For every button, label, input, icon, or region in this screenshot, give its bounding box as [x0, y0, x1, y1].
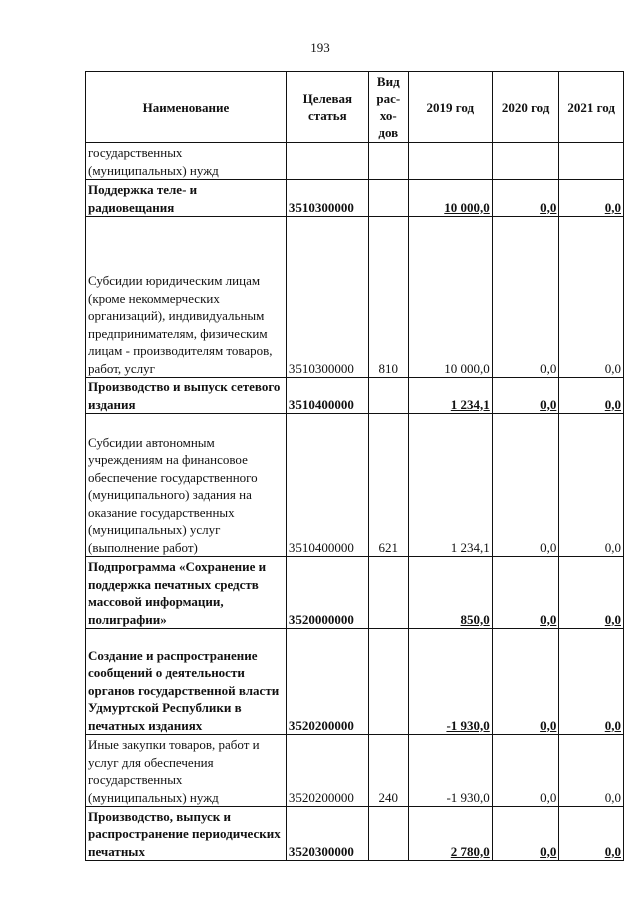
- page-number: 193: [310, 40, 330, 55]
- row-2021: 0,0: [559, 180, 624, 217]
- row-2021: 0,0: [559, 378, 624, 414]
- row-2020: 0,0: [492, 180, 559, 217]
- budget-table: [85, 71, 624, 861]
- row-name: Поддержка теле- и радиовещания: [86, 180, 287, 217]
- table-row: [86, 557, 624, 629]
- header-2019: 2019 год: [408, 72, 492, 143]
- row-expense-type: [368, 143, 408, 180]
- row-name: Подпрограмма «Сохранение и поддержка печатных средств массовой информации, полиграфии»: [86, 557, 287, 629]
- row-2021: 0,0: [559, 629, 624, 735]
- row-name: Субсидии автономным учреждениям на финансовое обеспечение государственного (муниципального) задания на оказание государственных (муниципальных) услуг (выполнение работ): [86, 414, 287, 557]
- header-name: Наименование: [86, 72, 287, 143]
- row-target-article: [286, 143, 368, 180]
- row-2019: 1 234,1: [408, 414, 492, 557]
- header-row: [86, 72, 624, 143]
- row-2019: 2 780,0: [408, 807, 492, 861]
- row-expense-type: [368, 807, 408, 861]
- row-2020: 0,0: [492, 557, 559, 629]
- row-2020: [492, 143, 559, 180]
- table-row: [86, 378, 624, 414]
- row-target-article: 3520300000: [286, 807, 368, 861]
- row-target-article: 3510400000: [286, 378, 368, 414]
- row-2020: 0,0: [492, 629, 559, 735]
- table-row: [86, 807, 624, 861]
- row-2019: 850,0: [408, 557, 492, 629]
- row-expense-type: [368, 629, 408, 735]
- row-2019: 1 234,1: [408, 378, 492, 414]
- row-2021: 0,0: [559, 557, 624, 629]
- row-2020: 0,0: [492, 807, 559, 861]
- row-target-article: 3520200000: [286, 735, 368, 807]
- table-row: [86, 735, 624, 807]
- row-2021: [559, 143, 624, 180]
- table-row: [86, 180, 624, 217]
- row-expense-type: [368, 378, 408, 414]
- row-target-article: 3510300000: [286, 217, 368, 378]
- table-row: [86, 414, 624, 557]
- row-2020: 0,0: [492, 378, 559, 414]
- row-expense-type: 240: [368, 735, 408, 807]
- row-name: государственных (муниципальных) нужд: [86, 143, 287, 180]
- header-2020: 2020 год: [492, 72, 559, 143]
- row-target-article: 3520000000: [286, 557, 368, 629]
- row-name: Создание и распространение сообщений о деятельности органов государственной власти Удмуртской Республики в печатных изданиях: [86, 629, 287, 735]
- row-target-article: 3510300000: [286, 180, 368, 217]
- row-target-article: 3510400000: [286, 414, 368, 557]
- row-name: Иные закупки товаров, работ и услуг для обеспечения государственных (муниципальных) нужд: [86, 735, 287, 807]
- row-2021: 0,0: [559, 414, 624, 557]
- row-name: Производство, выпуск и распространение периодических печатных: [86, 807, 287, 861]
- row-2019: 10 000,0: [408, 217, 492, 378]
- table-row: [86, 217, 624, 378]
- row-name: Субсидии юридическим лицам (кроме некоммерческих организаций), индивидуальным предпринимателям, физическим лицам - производителям товаров, работ, услуг: [86, 217, 287, 378]
- row-2019: 10 000,0: [408, 180, 492, 217]
- row-2019: [408, 143, 492, 180]
- table-row: [86, 143, 624, 180]
- row-expense-type: [368, 557, 408, 629]
- header-2021: 2021 год: [559, 72, 624, 143]
- header-target-article: Целевая статья: [286, 72, 368, 143]
- row-2021: 0,0: [559, 807, 624, 861]
- row-2021: 0,0: [559, 735, 624, 807]
- row-2020: 0,0: [492, 735, 559, 807]
- row-expense-type: [368, 180, 408, 217]
- row-target-article: 3520200000: [286, 629, 368, 735]
- header-expense-type: Вид рас-хо-дов: [368, 72, 408, 143]
- row-2019: -1 930,0: [408, 735, 492, 807]
- row-expense-type: 810: [368, 217, 408, 378]
- row-2020: 0,0: [492, 414, 559, 557]
- row-2021: 0,0: [559, 217, 624, 378]
- row-2020: 0,0: [492, 217, 559, 378]
- row-2019: -1 930,0: [408, 629, 492, 735]
- row-expense-type: 621: [368, 414, 408, 557]
- table-row: [86, 629, 624, 735]
- row-name: Производство и выпуск сетевого издания: [86, 378, 287, 414]
